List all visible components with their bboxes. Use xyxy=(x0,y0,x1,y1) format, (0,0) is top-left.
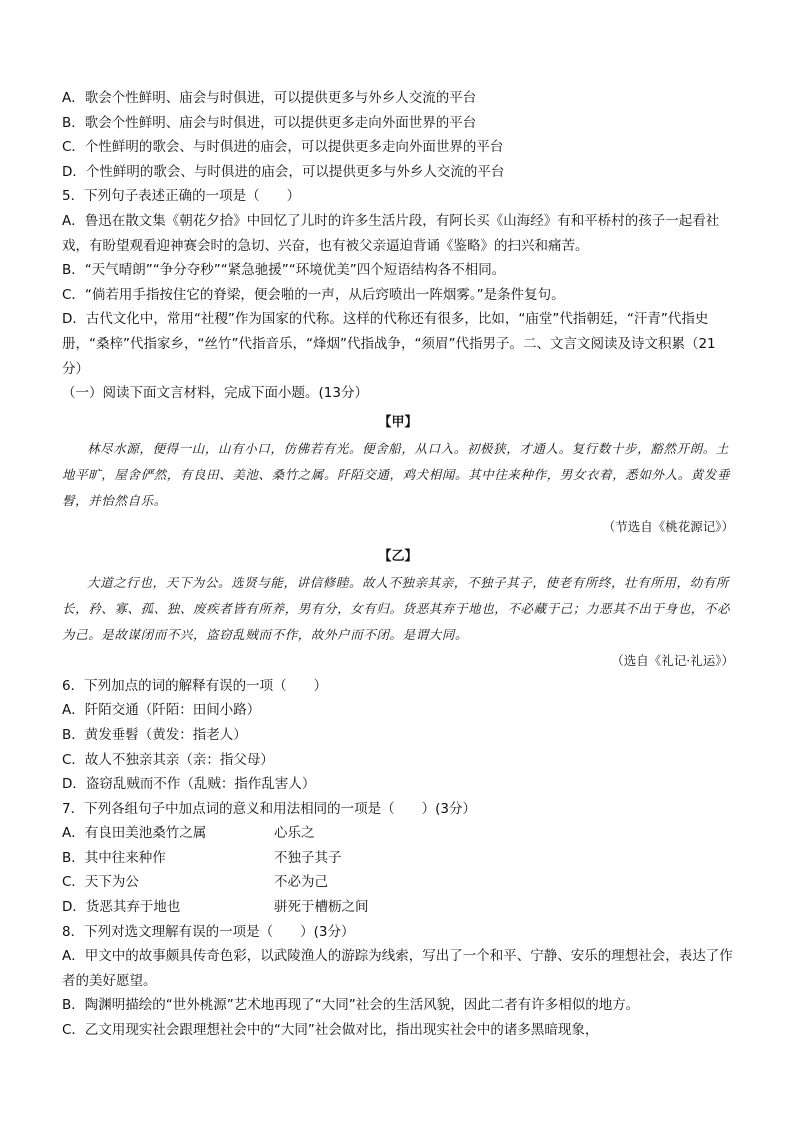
q6-option-d: D．盗窃乱贼而不作（乱贼：指作乱害人） xyxy=(62,776,316,793)
q7-option-a xyxy=(62,821,734,846)
q5-stem: 5．下列句子表述正确的一项是（ ） xyxy=(62,188,301,205)
passage-jia-source: （节选自《桃花源记》） xyxy=(602,518,734,534)
q4-option-d: D．个性鲜明的歌会、与时俱进的庙会，可以提供更多与外乡人交流的平台 xyxy=(62,163,505,180)
q8-option-b: B．陶渊明描绘的“世外桃源”艺术地再现了“大同”社会的生活风貌，因此二者有许多相似的地方。 xyxy=(62,997,640,1014)
q5-option-a: A．鲁迅在散文集《朝花夕拾》中回忆了儿时的许多生活片段，有阿长买《山海经》有和平桥村的孩子一起看社戏，有盼望观看迎神赛会时的急切、兴奋，也有被父亲逼迫背诵《鉴略》的扫兴和痛苦。 xyxy=(62,212,720,254)
q7-option-a-left: A．有良田美池桑竹之属 xyxy=(62,825,207,842)
q8-stem: 8．下列对选文理解有误的一项是（ ）(3分） xyxy=(62,923,355,940)
q6-option-a: A．阡陌交通（阡陌：田间小路） xyxy=(62,702,261,719)
q4-option-c: C．个性鲜明的歌会、与时俱进的庙会，可以提供更多走向外面世界的平台 xyxy=(62,139,504,156)
q5-option-c: C．“倘若用手指按住它的脊梁，便会啪的一声，从后窍喷出一阵烟雾。”是条件复句。 xyxy=(62,286,565,303)
passage-yi-text: 大道之行也，天下为公。选贤与能，讲信修睦。故人不独亲其亲，不独子其子，使老有所终，壮有所用，幼有所长，矜、寡、孤、独、废疾者皆有所养，男有分，女有归。货恶其弃于地也，不必藏于己；力恶其不出于身也，不必为己。是故谋闭而不兴，盗窃乱贼而不作，故外户而不闭。是谓大同。 xyxy=(62,574,731,642)
q7-option-b-left: B．其中往来种作 xyxy=(62,849,166,866)
q7-option-d xyxy=(62,895,734,920)
q7-option-c xyxy=(62,870,734,895)
q6-option-b: B．黄发垂髫（黄发：指老人） xyxy=(62,726,247,743)
q7-stem: 7．下列各组句子中加点词的意义和用法相同的一项是（ ）(3分） xyxy=(62,800,476,817)
q7-option-b-right: 不独子其子 xyxy=(274,849,342,866)
q6-stem: 6．下列加点的词的解释有误的一项（ ） xyxy=(62,677,328,694)
q7-option-d-right: 骈死于槽枥之间 xyxy=(274,899,369,916)
q7-option-d-left: D．货恶其弃于地也 xyxy=(62,899,181,916)
q4-option-a: A．歌会个性鲜明、庙会与时俱进，可以提供更多与外乡人交流的平台 xyxy=(62,90,477,106)
passage-jia-text: 林尽水源，便得一山，山有小口，仿佛若有光。便舍船，从口入。初极狭，才通人。复行数十步，豁然开朗。土地平旷，屋舍俨然，有良田、美池、桑竹之属。阡陌交通，鸡犬相闻。其中往来种作，男女衣着，悉如外人。黄发垂髫，并怡然自乐。 xyxy=(62,440,731,508)
q5-option-b: B．“天气晴朗”“争分夺秒”“紧急驰援”“环境优美”四个短语结构各不相同。 xyxy=(62,262,506,279)
q7-option-b xyxy=(62,846,734,871)
section-heading: （一）阅读下面文言材料，完成下面小题。(13分） xyxy=(62,385,368,402)
q7-option-c-left: C．天下为公 xyxy=(62,874,139,891)
passage-jia-title: 【甲】 xyxy=(378,414,418,430)
q7-option-c-right: 不必为己 xyxy=(274,874,328,891)
q6-option-c: C．故人不独亲其亲（亲：指父母） xyxy=(62,751,274,768)
passage-yi-source: （选自《礼记·礼运》） xyxy=(611,652,734,668)
q8-option-a: A．甲文中的故事颇具传奇色彩，以武陵渔人的游踪为线索，写出了一个和平、宁静、安乐的理想社会，表达了作者的美好愿望。 xyxy=(62,948,733,989)
passage-yi-title: 【乙】 xyxy=(378,548,418,564)
q8-option-c: C．乙文用现实社会跟理想社会中的“大同”社会做对比，指出现实社会中的诸多黑暗现象， xyxy=(62,1022,599,1039)
q4-option-b: B．歌会个性鲜明、庙会与时俱进，可以提供更多走向外面世界的平台 xyxy=(62,114,477,131)
q7-option-a-right: 心乐之 xyxy=(274,825,315,842)
q5-option-d: D．古代文化中，常用“社稷”作为国家的代称。这样的代称还有很多，比如，“庙堂”代指朝廷，“汗青”代指史册，“桑梓”代指家乡，“丝竹”代指音乐，“烽烟”代指战争，“须眉”代指男子。二、文言文阅读及诗文积累（21分） xyxy=(62,311,716,377)
exam-page xyxy=(62,86,734,1043)
